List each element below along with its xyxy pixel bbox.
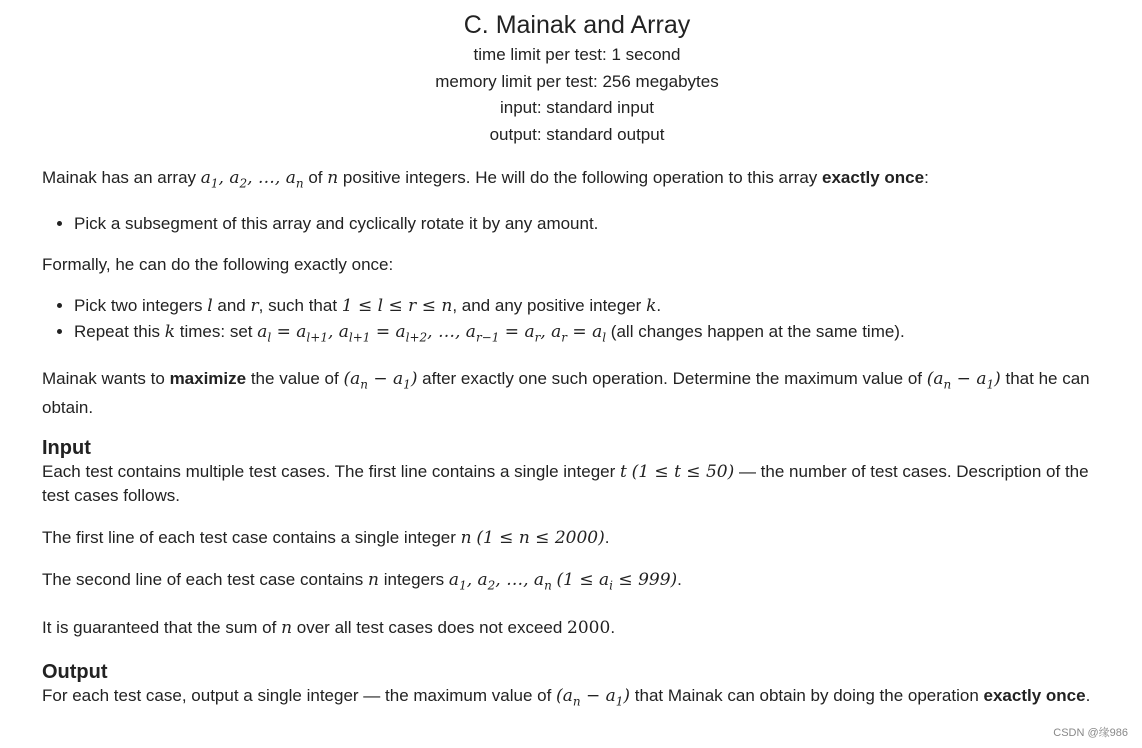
list-item: • Pick a subsegment of this array and cyclically rotate it by any amount. <box>74 211 1112 237</box>
problem-header <box>42 8 1112 148</box>
memory-limit: memory limit per test: 256 megabytes <box>435 71 719 91</box>
input-paragraph-2: The first line of each test case contains a single integer n (1 ≤ n ≤ 2000). <box>42 528 610 549</box>
list-item: • Pick two integers l and r, such that 1 ≤ l ≤ r ≤ n, and any positive integer k. <box>74 293 1112 319</box>
input-paragraph-3: The second line of each test case contains n integers $a_1$, $a_2$, …, $a_n$ $(1 \le a_i \le 999)$. <box>42 570 682 593</box>
input-heading: Input <box>42 437 91 460</box>
input-file: input: standard input <box>499 98 655 117</box>
statement-bullets-2 <box>42 293 1112 350</box>
statement-bullets-1 <box>42 211 1112 237</box>
statement-paragraph-3: Mainak wants to maximize the value of $(a_n - a_1)$ after exactly one such operation. Determine the maximum value of $(a_n - a_1)$ that he can obtain. <box>42 368 1090 418</box>
csdn-watermark: CSDN @缘986 <box>1053 727 1128 739</box>
output-heading: Output <box>42 660 108 683</box>
input-paragraph-1: Each test contains multiple test cases. The first line contains a single integer t (1 ≤ t ≤ 50) — the number of test cases. Description of the test cases follows. <box>42 462 1089 506</box>
problem-title: C. Mainak and Array <box>463 11 691 39</box>
time-limit: time limit per test: 1 second <box>473 45 681 64</box>
statement-paragraph-2: Formally, he can do the following exactly once: <box>42 255 394 275</box>
problem-page <box>42 0 1112 713</box>
list-item: • Repeat this k times: set $a_l = a_{l+1}$, $a_{l+1} = a_{l+2}$, …, $a_{r-1} = a_r$, $a_r = a_l$ (all changes happen at the same time). <box>74 319 1112 350</box>
input-paragraph-4: It is guaranteed that the sum of n over all test cases does not exceed 2000. <box>42 617 616 638</box>
output-paragraph-1: For each test case, output a single integer — the maximum value of $(a_n - a_1)$ that Mainak can obtain by doing the operation exactly once. <box>42 685 1091 708</box>
statement-paragraph-1: Mainak has an array $a_1$, $a_2$, …, $a_n$ of n positive integers. He will do the following operation to this array exactly once: <box>42 168 929 191</box>
output-file: output: standard output <box>489 124 665 144</box>
